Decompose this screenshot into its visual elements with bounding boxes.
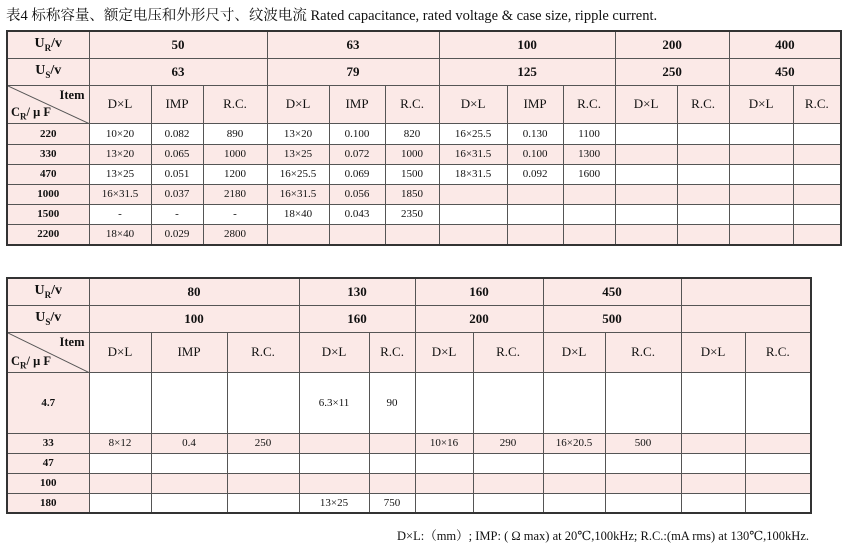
value-cell: 1300 — [563, 144, 615, 164]
value-cell: 0.082 — [151, 123, 203, 144]
capacitance-cell: 470 — [7, 164, 89, 184]
value-cell — [793, 224, 841, 245]
item-cell: D×L — [681, 332, 745, 372]
value-cell — [415, 453, 473, 473]
value-cell — [415, 473, 473, 493]
value-cell — [227, 453, 299, 473]
item-cell: D×L — [415, 332, 473, 372]
item-cell: R.C. — [385, 85, 439, 123]
us-cell: 450 — [729, 58, 841, 85]
item-cell: D×L — [89, 332, 151, 372]
value-cell — [369, 473, 415, 493]
value-cell — [267, 224, 329, 245]
value-cell — [415, 372, 473, 433]
value-cell — [151, 453, 227, 473]
capacitance-cell: 330 — [7, 144, 89, 164]
item-cell: IMP — [329, 85, 385, 123]
item-label: Item — [59, 334, 85, 349]
value-cell — [507, 204, 563, 224]
capacitance-cell: 100 — [7, 473, 89, 493]
value-cell: 16×31.5 — [89, 184, 151, 204]
value-cell — [89, 493, 151, 513]
value-cell: 890 — [203, 123, 267, 144]
value-cell — [745, 433, 811, 453]
us-cell — [681, 305, 811, 332]
value-cell — [151, 493, 227, 513]
table-row — [7, 453, 811, 473]
table-row — [7, 433, 811, 453]
value-cell — [681, 433, 745, 453]
value-cell — [793, 123, 841, 144]
item-cell: D×L — [439, 85, 507, 123]
value-cell — [793, 164, 841, 184]
value-cell — [745, 372, 811, 433]
value-cell — [227, 473, 299, 493]
value-cell — [151, 473, 227, 493]
capacitance-cell: 33 — [7, 433, 89, 453]
capacitance-cell: 47 — [7, 453, 89, 473]
spec-table-1 — [6, 30, 842, 246]
value-cell — [745, 473, 811, 493]
surge-voltage-row — [7, 305, 811, 332]
value-cell — [615, 224, 677, 245]
item-cell: R.C. — [563, 85, 615, 123]
item-label: Item — [59, 87, 85, 102]
item-cell: R.C. — [605, 332, 681, 372]
value-cell — [89, 453, 151, 473]
ur-cell: 63 — [267, 31, 439, 58]
value-cell: 13×25 — [267, 144, 329, 164]
value-cell: 1200 — [203, 164, 267, 184]
capacitance-label: $C_R/$ μ F — [11, 105, 51, 122]
ur-cell: 200 — [615, 31, 729, 58]
footnote: D×L:（mm）; IMP: ( Ω max) at 20℃,100kHz; R.C.:(mA rms) at 130℃,100kHz. — [397, 529, 809, 543]
item-cell: IMP — [151, 85, 203, 123]
value-cell: 2180 — [203, 184, 267, 204]
value-cell — [473, 453, 543, 473]
value-cell: 0.100 — [507, 144, 563, 164]
value-cell — [369, 453, 415, 473]
table-row — [7, 164, 841, 184]
value-cell — [605, 493, 681, 513]
value-cell — [615, 164, 677, 184]
capacitance-cell: 4.7 — [7, 372, 89, 433]
value-cell — [677, 164, 729, 184]
item-cell: R.C. — [473, 332, 543, 372]
ur-cell: 400 — [729, 31, 841, 58]
ur-cell: 100 — [439, 31, 615, 58]
value-cell — [677, 184, 729, 204]
value-cell: 0.069 — [329, 164, 385, 184]
value-cell: 13×20 — [267, 123, 329, 144]
rated-voltage-row — [7, 278, 811, 305]
value-cell: 0.072 — [329, 144, 385, 164]
value-cell — [299, 473, 369, 493]
value-cell: - — [151, 204, 203, 224]
value-cell — [793, 144, 841, 164]
value-cell: 18×40 — [267, 204, 329, 224]
item-cell: R.C. — [677, 85, 729, 123]
value-cell — [677, 204, 729, 224]
item-cell: R.C. — [745, 332, 811, 372]
table-row — [7, 372, 811, 433]
value-cell: 0.4 — [151, 433, 227, 453]
value-cell: 13×25 — [299, 493, 369, 513]
item-header-row — [7, 332, 811, 372]
value-cell — [439, 184, 507, 204]
us-cell: 500 — [543, 305, 681, 332]
value-cell: 10×20 — [89, 123, 151, 144]
value-cell — [563, 224, 615, 245]
value-cell — [439, 224, 507, 245]
value-cell — [615, 184, 677, 204]
rated-voltage-label: $U_R/v$ — [7, 278, 89, 305]
value-cell — [473, 493, 543, 513]
ur-cell: 50 — [89, 31, 267, 58]
value-cell — [681, 473, 745, 493]
value-cell — [677, 144, 729, 164]
ur-cell — [681, 278, 811, 305]
value-cell — [729, 204, 793, 224]
table-row — [7, 224, 841, 245]
value-cell — [299, 433, 369, 453]
value-cell — [729, 184, 793, 204]
corner-header — [7, 332, 89, 372]
capacitance-label: $C_R/$ μ F — [11, 354, 51, 371]
value-cell — [729, 164, 793, 184]
value-cell — [677, 224, 729, 245]
item-header-row — [7, 85, 841, 123]
item-cell: IMP — [151, 332, 227, 372]
value-cell — [89, 372, 151, 433]
value-cell — [605, 453, 681, 473]
value-cell: 16×25.5 — [439, 123, 507, 144]
value-cell — [507, 224, 563, 245]
value-cell — [227, 493, 299, 513]
value-cell: 16×31.5 — [439, 144, 507, 164]
capacitance-cell: 220 — [7, 123, 89, 144]
value-cell: 290 — [473, 433, 543, 453]
capacitance-cell: 1500 — [7, 204, 89, 224]
item-cell: D×L — [543, 332, 605, 372]
value-cell: 1000 — [385, 144, 439, 164]
value-cell — [677, 123, 729, 144]
value-cell — [299, 453, 369, 473]
value-cell: 1100 — [563, 123, 615, 144]
value-cell — [543, 372, 605, 433]
value-cell — [563, 184, 615, 204]
value-cell — [745, 493, 811, 513]
value-cell — [439, 204, 507, 224]
table-row — [7, 144, 841, 164]
value-cell: 8×12 — [89, 433, 151, 453]
rated-voltage-row — [7, 31, 841, 58]
value-cell — [473, 372, 543, 433]
value-cell — [227, 372, 299, 433]
value-cell — [729, 224, 793, 245]
value-cell: 13×20 — [89, 144, 151, 164]
value-cell: 90 — [369, 372, 415, 433]
value-cell — [681, 372, 745, 433]
item-cell: R.C. — [793, 85, 841, 123]
value-cell — [543, 473, 605, 493]
value-cell: 16×31.5 — [267, 184, 329, 204]
value-cell: 1850 — [385, 184, 439, 204]
table-row — [7, 493, 811, 513]
value-cell — [151, 372, 227, 433]
value-cell — [681, 493, 745, 513]
item-cell: R.C. — [227, 332, 299, 372]
us-cell: 79 — [267, 58, 439, 85]
table-row — [7, 204, 841, 224]
value-cell: 0.056 — [329, 184, 385, 204]
value-cell: 0.100 — [329, 123, 385, 144]
value-cell: 0.065 — [151, 144, 203, 164]
value-cell: 2350 — [385, 204, 439, 224]
value-cell: 13×25 — [89, 164, 151, 184]
value-cell: 750 — [369, 493, 415, 513]
value-cell — [615, 144, 677, 164]
ur-cell: 450 — [543, 278, 681, 305]
value-cell — [563, 204, 615, 224]
item-cell: D×L — [615, 85, 677, 123]
capacitance-cell: 2200 — [7, 224, 89, 245]
us-cell: 160 — [299, 305, 415, 332]
value-cell — [543, 493, 605, 513]
us-cell: 125 — [439, 58, 615, 85]
capacitance-cell: 1000 — [7, 184, 89, 204]
surge-voltage-label: $U_S/v$ — [7, 305, 89, 332]
item-cell: R.C. — [203, 85, 267, 123]
item-cell: IMP — [507, 85, 563, 123]
value-cell: 0.043 — [329, 204, 385, 224]
value-cell: 10×16 — [415, 433, 473, 453]
value-cell: 6.3×11 — [299, 372, 369, 433]
value-cell — [793, 204, 841, 224]
value-cell — [507, 184, 563, 204]
value-cell: 500 — [605, 433, 681, 453]
value-cell: 0.092 — [507, 164, 563, 184]
value-cell: 1000 — [203, 144, 267, 164]
value-cell — [89, 473, 151, 493]
corner-header — [7, 85, 89, 123]
value-cell — [729, 123, 793, 144]
value-cell: 0.037 — [151, 184, 203, 204]
value-cell: 0.051 — [151, 164, 203, 184]
value-cell — [543, 453, 605, 473]
ur-cell: 130 — [299, 278, 415, 305]
surge-voltage-row — [7, 58, 841, 85]
value-cell: 18×31.5 — [439, 164, 507, 184]
value-cell — [415, 493, 473, 513]
ur-cell: 160 — [415, 278, 543, 305]
us-cell: 250 — [615, 58, 729, 85]
value-cell — [615, 123, 677, 144]
value-cell — [329, 224, 385, 245]
item-cell: D×L — [299, 332, 369, 372]
value-cell — [385, 224, 439, 245]
us-cell: 63 — [89, 58, 267, 85]
item-cell: D×L — [729, 85, 793, 123]
value-cell — [793, 184, 841, 204]
capacitance-cell: 180 — [7, 493, 89, 513]
value-cell: 250 — [227, 433, 299, 453]
item-cell: R.C. — [369, 332, 415, 372]
value-cell — [605, 473, 681, 493]
value-cell — [605, 372, 681, 433]
spec-table-2 — [6, 277, 812, 514]
table-caption: 表4 标称容量、额定电压和外形尺寸、纹波电流 Rated capacitance, rated voltage & case size, ripple current. — [6, 8, 658, 24]
us-cell: 200 — [415, 305, 543, 332]
table-row — [7, 123, 841, 144]
value-cell — [745, 453, 811, 473]
value-cell: 16×20.5 — [543, 433, 605, 453]
value-cell: 1600 — [563, 164, 615, 184]
item-cell: D×L — [89, 85, 151, 123]
value-cell — [729, 144, 793, 164]
value-cell — [473, 473, 543, 493]
value-cell: 820 — [385, 123, 439, 144]
rated-voltage-label: $U_R/v$ — [7, 31, 89, 58]
value-cell: 2800 — [203, 224, 267, 245]
value-cell: - — [89, 204, 151, 224]
value-cell — [615, 204, 677, 224]
value-cell: 16×25.5 — [267, 164, 329, 184]
value-cell: 0.029 — [151, 224, 203, 245]
table-row — [7, 184, 841, 204]
value-cell — [681, 453, 745, 473]
value-cell: 18×40 — [89, 224, 151, 245]
value-cell: - — [203, 204, 267, 224]
us-cell: 100 — [89, 305, 299, 332]
surge-voltage-label: $U_S/v$ — [7, 58, 89, 85]
item-cell: D×L — [267, 85, 329, 123]
table-row — [7, 473, 811, 493]
ur-cell: 80 — [89, 278, 299, 305]
value-cell — [369, 433, 415, 453]
value-cell: 1500 — [385, 164, 439, 184]
value-cell: 0.130 — [507, 123, 563, 144]
